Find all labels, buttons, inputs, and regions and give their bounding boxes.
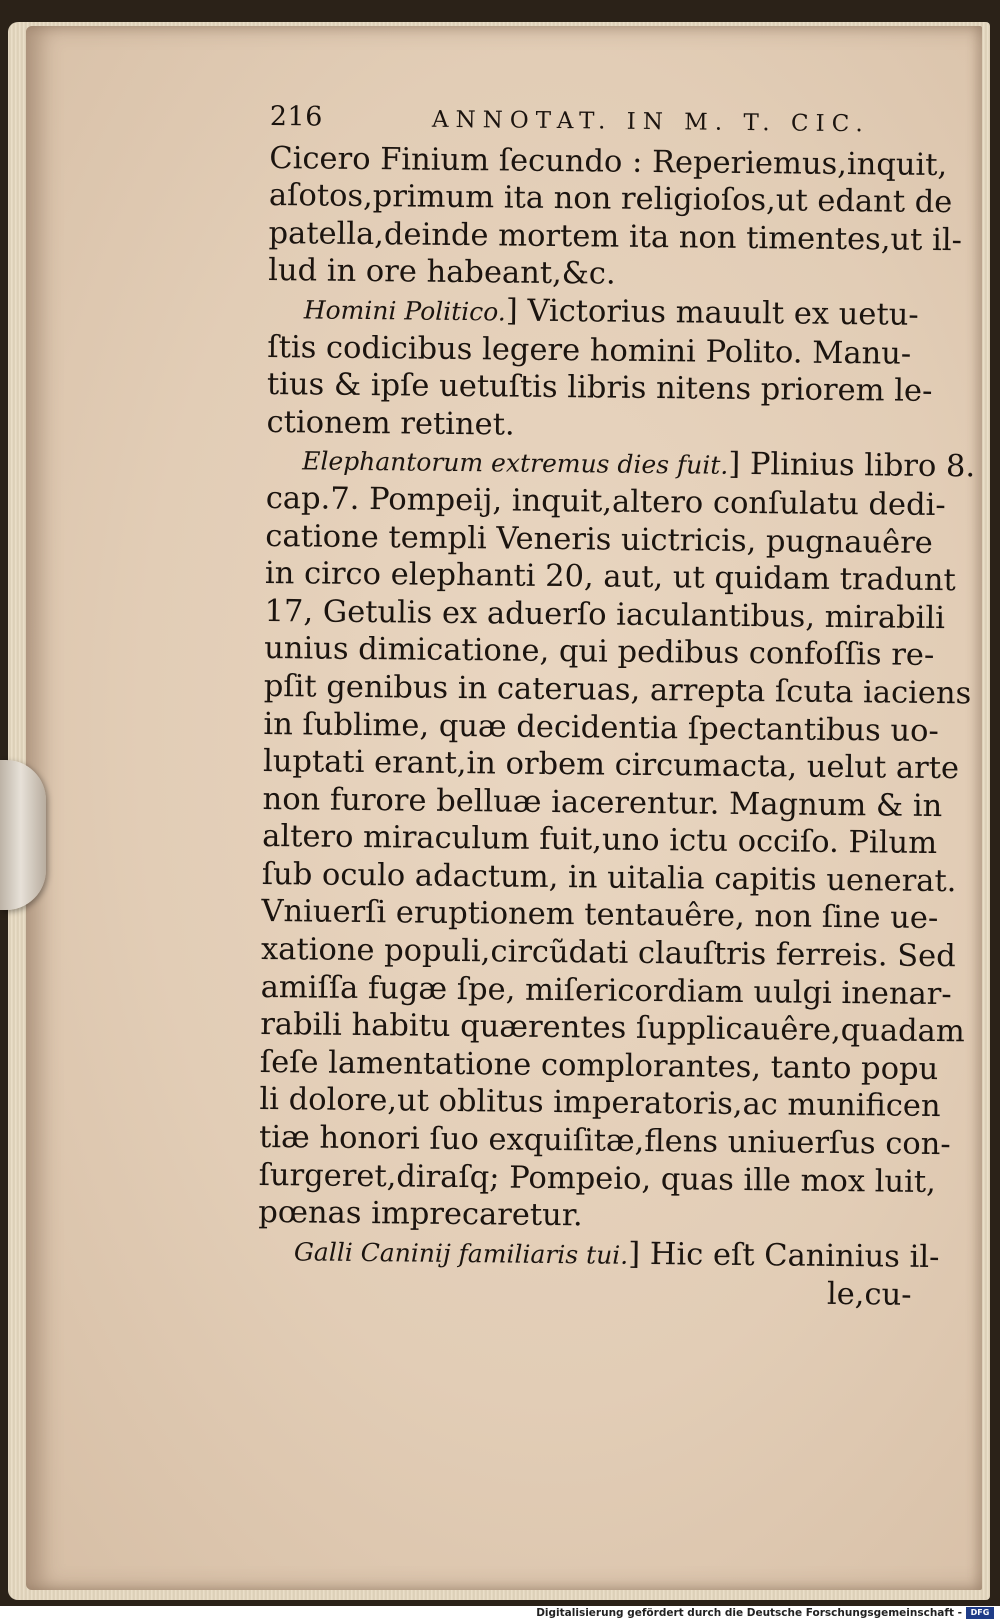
running-head-title: ANNOTAT. IN M. T. CIC. [431, 106, 870, 138]
text-line: ſurgeret,diraſq; Pompeio, quas ille mox luit, [258, 1157, 937, 1200]
lemma-bracket: ] [728, 447, 751, 483]
text-line: ſtis codicibus legere homini Polito. Manu- [267, 329, 912, 372]
text-line: amiſſa fugæ ſpe, miſericordiam uulgi inenar- [260, 969, 952, 1012]
text-line: xatione populi,circũdati clauſtris ferreis. Sed [260, 932, 956, 975]
text-line: ſub oculo adactum, in uitalia capitis uenerat. [261, 856, 957, 900]
lemma: Elephantorum extremus dies fuit. [302, 446, 729, 481]
entry-text: Hic eſt Caninius il- [649, 1236, 940, 1275]
running-head [270, 98, 870, 144]
text-line: in ſublime, quæ decidentia ſpectantibus uo- [263, 706, 939, 749]
text-line: in circo elephanti 20, aut, ut quidam tradunt [264, 556, 956, 599]
text-line: tiæ honori ſuo exquiſitæ,flens uniuerſus con- [258, 1119, 951, 1163]
text-line: pſit genibus in cateruas, arrepta ſcuta iaciens [263, 668, 972, 712]
entry-first-line [258, 1232, 938, 1278]
entry-text: Victorius mauult ex uetu- [527, 293, 919, 333]
lemma-bracket: ] [628, 1236, 651, 1272]
text-line: patella,deinde mortem ita non timentes,ut il- [268, 215, 963, 259]
text-line: unius dimicatione, qui pedibus confoſſis re- [264, 631, 935, 674]
text-line: tius & ipſe uetuſtis libris nitens priorem le- [266, 367, 933, 410]
page-clip [0, 760, 46, 910]
text-line: 17, Getulis ex aduerſo iaculantibus, mirabili [264, 593, 946, 636]
entry-first-line [268, 290, 948, 336]
text-line: catione templi Veneris uictricis, pugnauêre [265, 518, 933, 561]
lemma: Galli Caninij familiaris tui. [293, 1237, 629, 1270]
dfg-logo-icon: DFG [966, 1607, 994, 1619]
text-line: li dolore,ut oblitus imperatoris,ac munificen [259, 1082, 941, 1125]
text-line: lud in ore habeant,&c. [268, 253, 616, 293]
entry-text: Plinius libro 8. [749, 447, 976, 485]
text-line: Cicero Finium ſecundo : Reperiemus,inquit, [269, 140, 948, 183]
page-number: 216 [269, 100, 324, 133]
text-line: aſotos,primum ita non religioſos,ut edant de [268, 178, 953, 221]
page-text [257, 98, 976, 1315]
text-line: Vniuerſi eruptionem tentauêre, non ſine ue- [261, 894, 939, 937]
lemma-bracket: ] [505, 293, 528, 329]
lemma: Homini Politico. [303, 295, 506, 327]
footer-credit: Digitalisierung gefördert durch die Deutsche Forschungsgemeinschaft - [536, 1607, 962, 1619]
text-line: luptati erant,in orbem circumacta, uelut arte [262, 744, 960, 787]
digitization-footer [0, 1606, 1000, 1620]
text-line: non furore belluæ iacerentur. Magnum & in [262, 781, 943, 824]
catchword: le,cu- [826, 1277, 912, 1314]
text-line: cap.7. Pompeij, inquit,altero conſulatu dedi- [265, 480, 946, 524]
text-line: pœnas imprecaretur. [258, 1195, 583, 1234]
text-line: ctionem retinet. [266, 404, 515, 443]
text-line: rabili habitu quærentes ſupplicauêre,quadam [260, 1007, 965, 1050]
text-line: altero miraculum fuit,uno ictu occiſo. Pilum [262, 819, 938, 862]
text-line: ſeſe lamentatione complorantes, tanto popu [259, 1044, 939, 1087]
